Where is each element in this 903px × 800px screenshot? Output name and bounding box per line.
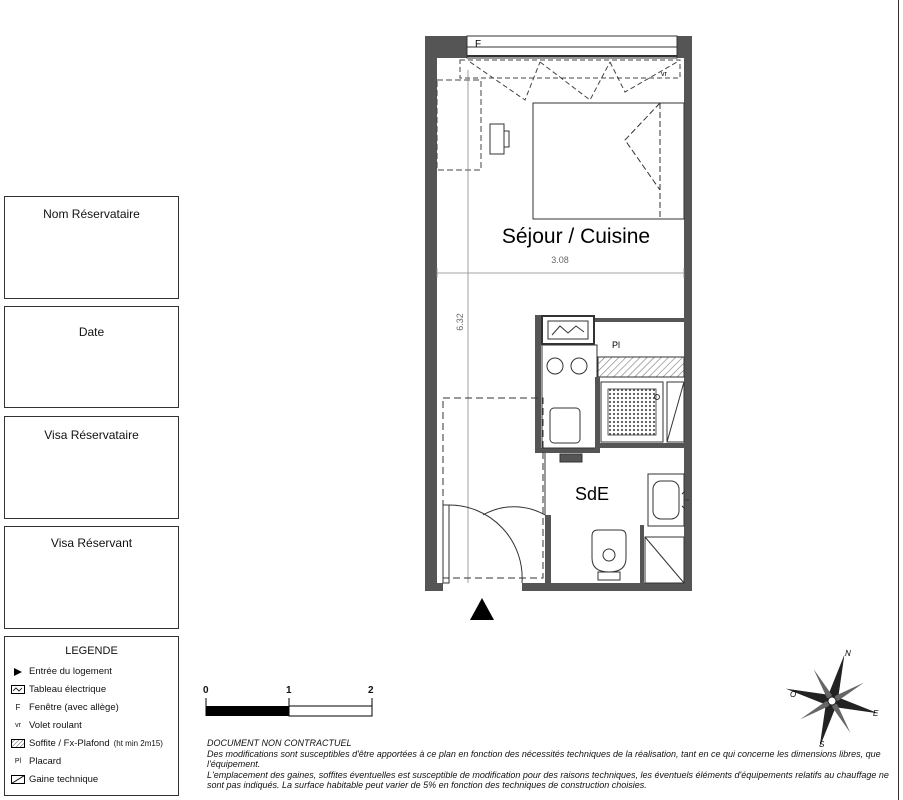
scale-tick-2: 2 [368,685,374,696]
compass-o: O [790,690,797,699]
closet-label: Pl [612,340,621,350]
legend-label: Tableau électrique [29,684,107,695]
dimension-length-label: 6.32 [455,313,465,331]
dimension-width [437,268,684,278]
compass-n: N [845,649,851,658]
window-sashes [460,60,680,100]
dimension-width-label: 3.08 [551,255,569,265]
legend-title: LEGENDE [65,645,118,657]
bathroom-door [483,453,545,515]
compass-s: S [819,740,825,749]
scale-tick-0: 0 [203,685,209,696]
disclaimer [207,738,897,791]
legend-label: Volet roulant [29,720,82,731]
bed [533,103,684,219]
kitchenette [542,345,597,462]
shower [601,382,663,442]
bathroom-sink [648,474,689,526]
shutter-label: vr [661,71,667,78]
desk [437,80,481,170]
disclaimer-line1: Des modifications sont susceptibles d'être apportées à ce plan en fonction des nécessités techniques de la réalisation, tant en ce qui concerne les dimensions libres, que l'équipement. [207,748,881,769]
room-sde-label: SdE [574,484,610,504]
entry-triangle-icon [470,598,494,620]
toilet [592,530,626,580]
scale-bar [206,698,372,716]
closet-icon: Pl [14,758,22,765]
form-visa-reservataire-label: Visa Réservataire [44,428,139,442]
shaft-lower [645,537,684,583]
form-nom-label: Nom Réservataire [43,207,140,221]
shaft-upper [667,382,684,442]
chair [490,124,509,154]
entrance-door [443,398,543,583]
legend-label: Soffite / Fx-Plafond [29,738,110,749]
legend-label: Entrée du logement [29,666,112,677]
electrical-panel [542,316,594,344]
scale-tick-1: 1 [286,685,292,696]
soffite-hatch [598,357,684,377]
compass-e: E [873,709,879,718]
disclaimer-line2: L'emplacement des gaines, soffites éventuelles est susceptible de modification pour des raisons techniques, les éventuels éléments d'équipements relatifs au chauffage ne sont pas indiqués. La surface habitable peut varier de 5% en fonction des techniques de construction choisies. [207,769,889,790]
form-visa-reservant-label: Visa Réservant [50,536,133,550]
kitchen-walls [535,315,687,583]
shutter-icon: vr [15,722,21,729]
legend-label: Placard [29,756,62,767]
window-icon: F [15,703,21,712]
legend-label: Gaine technique [29,774,99,785]
window-label: F [475,39,482,50]
form-date-label: Date [78,325,105,339]
disclaimer-title: DOCUMENT NON CONTRACTUEL [207,738,352,748]
room-sejour-cuisine-label: Séjour / Cuisine [501,225,651,248]
legend-label: Fenêtre (avec allège) [29,702,119,713]
walls [425,36,692,591]
legend-note: (ht min 2m15) [113,739,163,748]
